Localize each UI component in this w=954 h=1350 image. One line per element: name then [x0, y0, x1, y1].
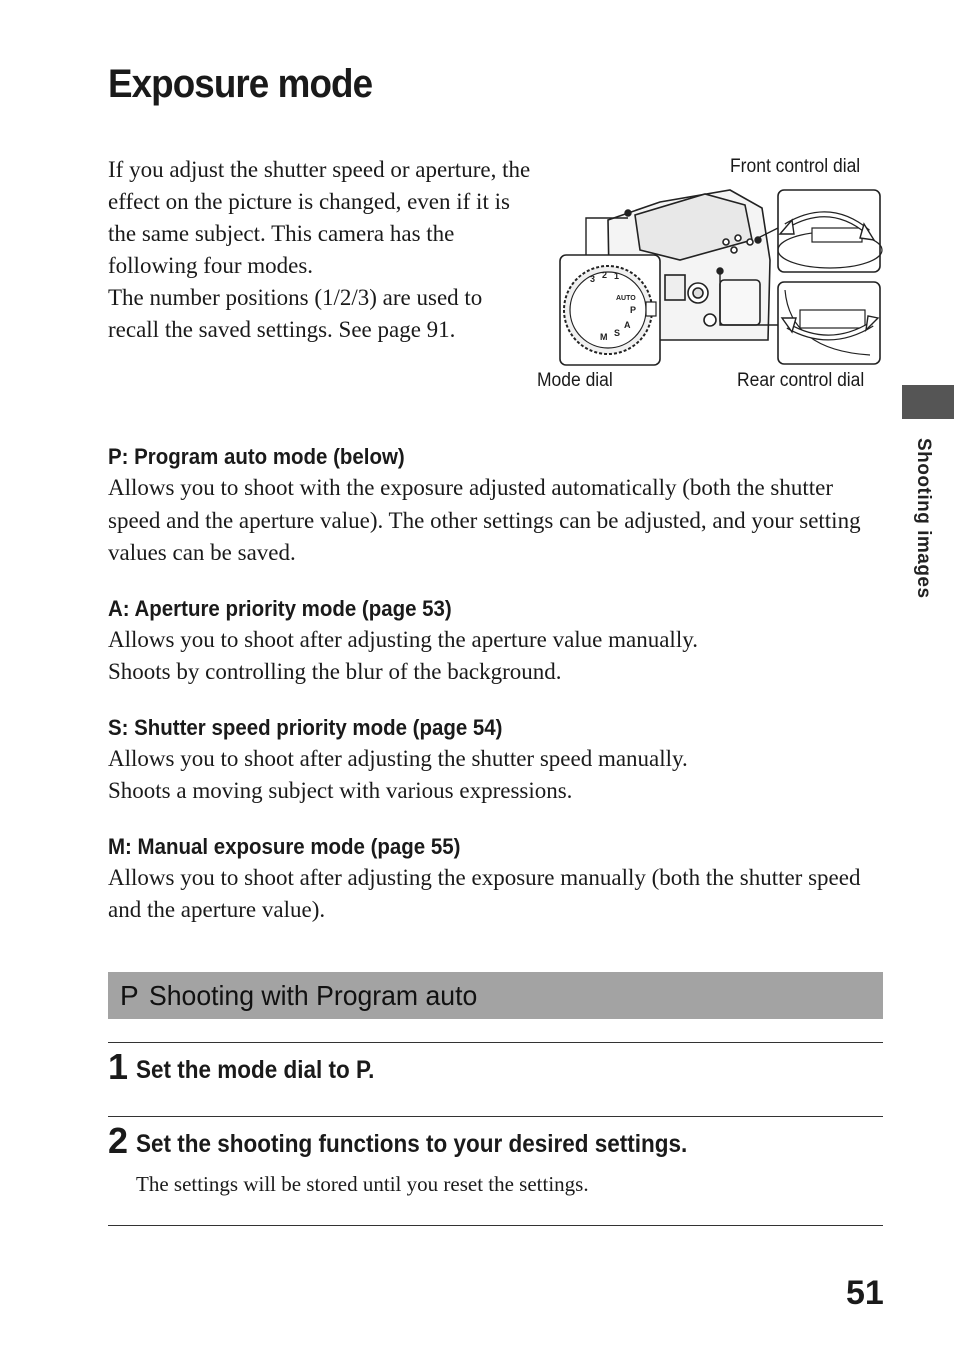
step-number: 1	[108, 1046, 129, 1087]
rear-dial-label: Rear control dial	[737, 370, 865, 391]
section-letter: P	[120, 979, 139, 1011]
intro-text	[108, 154, 538, 346]
section-title: Shooting with Program auto	[148, 979, 477, 1011]
page-title: Exposure mode	[108, 62, 373, 106]
mode-description: Allows you to shoot with the exposure adjusted automatically (both the shutter speed and the aperture value). The other settings can be adjusted, and your setting values can be saved.	[108, 475, 861, 565]
page-number: 51	[846, 1274, 884, 1312]
mode-item-m	[108, 832, 888, 927]
mode-description: Allows you to shoot after adjusting the exposure manually (both the shutter speed and the aperture value).	[108, 864, 861, 922]
divider	[108, 1116, 883, 1117]
intro-paragraph-1: If you adjust the shutter speed or aperture, the effect on the picture is changed, even if it is the same subject. This camera has the following four modes.	[108, 157, 531, 278]
mode-dial-inset	[560, 255, 660, 365]
camera-figure	[530, 150, 890, 400]
dial-mark-a: A	[624, 320, 631, 330]
dial-mark-1: 3	[590, 274, 596, 284]
dial-mark-m: M	[600, 332, 608, 342]
mode-item-s	[108, 713, 888, 808]
mode-description: Allows you to shoot after adjusting the shutter speed manually.	[108, 745, 688, 771]
mode-dial-label: Mode dial	[537, 370, 613, 391]
dial-mark-p: P	[630, 305, 637, 315]
section-heading	[108, 972, 883, 1019]
dial-mark-s: S	[614, 328, 621, 338]
step-note: The settings will be stored until you reset the settings.	[136, 1172, 589, 1196]
dial-mark-3: 1	[614, 271, 620, 281]
step-text: Set the mode dial to P.	[136, 1056, 375, 1084]
mode-item-a	[108, 594, 888, 689]
chapter-label: Shooting images	[913, 438, 934, 599]
intro-paragraph-2: The number positions (1/2/3) are used to recall the saved settings. See page 91.	[108, 285, 483, 342]
front-dial-label: Front control dial	[730, 156, 861, 177]
front-dial-inset	[778, 190, 882, 272]
divider	[108, 1042, 883, 1043]
dial-mark-2: 2	[602, 270, 608, 280]
step-text: Set the shooting functions to your desired settings.	[136, 1130, 688, 1158]
camera-illustration	[530, 150, 890, 400]
mode-description: Shoots by controlling the blur of the background.	[108, 659, 562, 684]
mode-heading: M: Manual exposure mode (page 55)	[108, 833, 461, 859]
mode-description: Allows you to shoot after adjusting the aperture value manually.	[108, 626, 698, 652]
mode-description: Shoots a moving subject with various expressions.	[108, 778, 573, 803]
mode-list	[108, 442, 888, 951]
rear-dial-inset	[778, 282, 880, 364]
dial-mark-auto: AUTO	[616, 295, 636, 302]
chapter-tab	[902, 385, 954, 419]
mode-item-p	[108, 442, 888, 570]
step-number: 2	[108, 1120, 129, 1161]
mode-heading: S: Shutter speed priority mode (page 54)	[108, 714, 503, 740]
divider	[108, 1225, 883, 1226]
mode-heading: P: Program auto mode (below)	[108, 444, 405, 469]
mode-heading: A: Aperture priority mode (page 53)	[108, 595, 452, 621]
